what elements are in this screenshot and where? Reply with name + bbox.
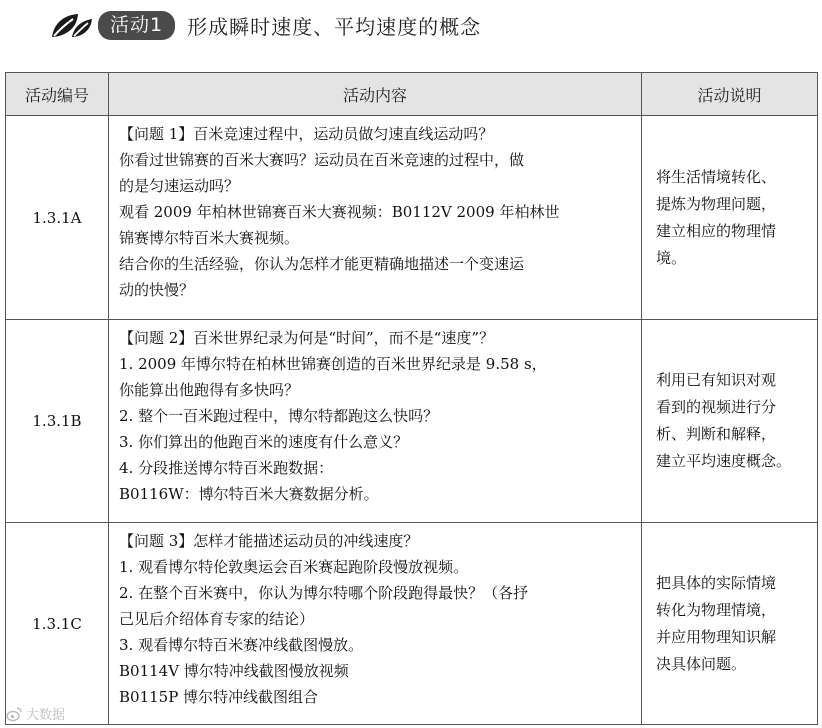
- content-line: 4. 分段推送博尔特百米跑数据：: [119, 459, 334, 477]
- content-line: 你能算出他跑得有多快吗？: [119, 381, 300, 399]
- note-line: 利用已有知识对观: [656, 371, 777, 389]
- column-header-note: 活动说明: [642, 73, 818, 116]
- activity-content: [109, 523, 642, 725]
- note-line: 析、判断和解释，: [656, 425, 777, 443]
- section-header: [50, 8, 481, 42]
- content-line: B0116W：博尔特百米大赛数据分析。: [119, 485, 379, 503]
- note-line: 看到的视频进行分: [656, 398, 777, 416]
- content-line: 锦赛博尔特百米大赛视频。: [119, 229, 300, 247]
- content-line: 3. 观看博尔特百米赛冲线截图慢放。: [119, 636, 364, 654]
- note-line: 境。: [656, 248, 687, 267]
- content-line: 1. 2009 年博尔特在柏林世锦赛创造的百米世界纪录是 9.58 s，: [119, 355, 547, 373]
- content-line: 【问题 3】怎样才能描述运动员的冲线速度？: [119, 532, 419, 550]
- activity-note: [642, 523, 818, 725]
- note-line: 提炼为物理问题，: [656, 194, 777, 213]
- note-line: 建立平均速度概念。: [656, 452, 792, 470]
- table-row: [6, 523, 818, 725]
- table-row: [6, 320, 818, 523]
- content-line: 动的快慢？: [119, 281, 195, 299]
- content-line: B0115P 博尔特冲线截图组合: [119, 688, 319, 706]
- note-line: 决具体问题。: [656, 654, 747, 673]
- activity-code: 1.3.1B: [6, 320, 109, 523]
- activity-content: [109, 116, 642, 320]
- activity-content: [109, 320, 642, 523]
- content-line: 2. 在整个百米赛中，你认为博尔特哪个阶段跑得最快？（各抒: [119, 584, 529, 602]
- note-line: 转化为物理情境，: [656, 600, 777, 619]
- activity-code: 1.3.1C: [6, 523, 109, 725]
- content-line: 【问题 2】百米世界纪录为何是“时间”，而不是“速度”？: [119, 329, 494, 347]
- content-line: 【问题 1】百米竞速过程中，运动员做匀速直线运动吗？: [119, 125, 494, 143]
- content-line: 你看过世锦赛的百米大赛吗？运动员在百米竞速的过程中，做: [119, 151, 525, 169]
- weibo-icon: [6, 706, 22, 722]
- column-header-code: 活动编号: [6, 73, 109, 116]
- watermark-text: 大数据: [26, 708, 66, 723]
- content-line: B0114V 博尔特冲线截图慢放视频: [119, 662, 349, 680]
- table-header-row: [6, 73, 818, 116]
- activity-code: 1.3.1A: [6, 116, 109, 320]
- content-line: 2. 整个一百米跑过程中，博尔特都跑这么快吗？: [119, 407, 439, 425]
- activity-note: [642, 320, 818, 523]
- content-line: 1. 观看博尔特伦敦奥运会百米赛起跑阶段慢放视频。: [119, 558, 469, 576]
- activity-note: [642, 116, 818, 320]
- activity-table: [5, 72, 818, 725]
- activity-badge: 活动1: [98, 11, 175, 40]
- note-line: 建立相应的物理情: [656, 221, 777, 240]
- leaf-icon: [50, 11, 94, 39]
- content-line: 己见后介绍体育专家的结论）: [119, 610, 315, 628]
- content-line: 3. 你们算出的他跑百米的速度有什么意义？: [119, 433, 409, 451]
- content-line: 结合你的生活经验，你认为怎样才能更精确地描述一个变速运: [119, 255, 525, 273]
- content-line: 观看 2009 年柏林世锦赛百米大赛视频：B0112V 2009 年柏林世: [119, 203, 560, 221]
- content-line: 的是匀速运动吗？: [119, 177, 240, 195]
- note-line: 将生活情境转化、: [656, 167, 777, 186]
- column-header-content: 活动内容: [109, 73, 642, 116]
- note-line: 并应用物理知识解: [656, 627, 777, 646]
- table-row: [6, 116, 818, 320]
- watermark: [6, 704, 65, 723]
- section-title: 形成瞬时速度、平均速度的概念: [187, 14, 482, 39]
- note-line: 把具体的实际情境: [656, 573, 777, 592]
